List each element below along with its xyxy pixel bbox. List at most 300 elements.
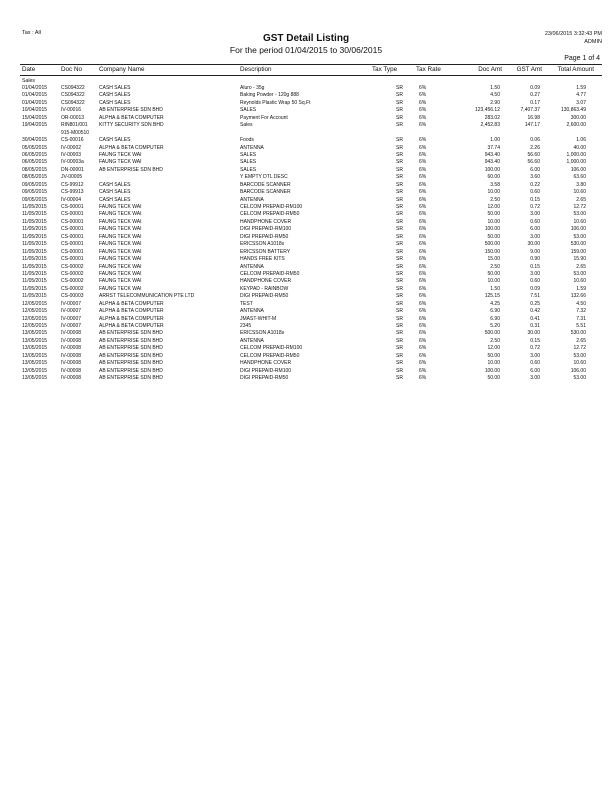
table-row [0,219,612,226]
cell-description: Foods [240,137,254,144]
cell-doc-no: CS094322 [61,92,85,99]
cell-company: FAUNG TECK WAI [99,263,142,270]
cell-tax-type: SR [396,293,403,300]
cell-date: 12/05/2015 [22,300,48,307]
cell-gst-amt: 0.25 [530,300,540,307]
cell-tax-rate: 6% [419,248,427,255]
col-header-tax-rate: Tax Rate [416,66,441,73]
table-row [0,174,612,181]
cell-doc-amt: 10.00 [487,278,500,285]
cell-company: FAUNG TECK WAI [99,256,142,263]
cell-doc-no: CS-00001 [61,256,84,263]
cell-company: AB ENTERPRISE SDN BHD [99,367,163,374]
cell-total-amount: 12.72 [573,204,586,210]
cell-tax-rate: 6% [419,122,427,129]
cell-gst-amt: 0.06 [530,137,540,144]
cell-doc-amt: 2.50 [490,196,500,203]
listing-table [0,85,612,383]
cell-description: DIGI PREPAID-RM100 [240,367,292,374]
cell-description: Baking Powder - 120g 888 [240,92,299,99]
cell-doc-amt: 37.74 [487,144,500,151]
cell-date: 01/04/2015 [22,99,48,106]
cell-company: CASH SALES [99,92,131,99]
cell-gst-amt: 0.15 [530,337,540,344]
cell-date: 13/05/2015 [22,360,48,367]
cell-tax-rate: 6% [419,241,427,248]
cell-tax-rate: 6% [419,293,427,300]
col-header-gst-amt: GST Amt [516,66,542,73]
cell-total-amount: 10.60 [573,360,586,367]
cell-tax-type: SR [396,285,403,292]
cell-doc-no: 915-M00510 [61,129,90,136]
cell-company: AB ENTERPRISE SDN BHD [99,337,163,344]
cell-company: CASH SALES [99,181,131,188]
cell-total-amount: 10.60 [573,189,586,196]
cell-doc-no: CS-00001 [61,204,84,210]
cell-gst-amt: 56.60 [527,151,540,158]
cell-description: HANDPHONE COVER [240,360,292,367]
cell-gst-amt: 0.22 [530,181,540,188]
cell-company: CASH SALES [99,189,131,196]
cell-doc-amt: 2.50 [490,337,500,344]
cell-doc-no: IV-00007 [61,315,82,322]
cell-total-amount: 300.00 [570,114,586,121]
cell-description: SALES [240,159,257,166]
cell-tax-rate: 6% [419,352,427,359]
cell-total-amount: 2.65 [576,196,586,203]
cell-total-amount: 106.00 [570,367,586,374]
table-row [0,375,612,382]
cell-date: 11/05/2015 [22,248,47,255]
cell-gst-amt: 0.09 [530,285,540,292]
cell-total-amount: 63.60 [573,174,586,181]
cell-total-amount: 1.06 [576,137,586,144]
cell-date: 15/04/2015 [22,114,48,121]
cell-description: ANTENNA [240,263,264,270]
cell-company: FAUNG TECK WAI [99,151,142,158]
cell-doc-amt: 50.00 [487,211,500,218]
cell-doc-amt: 6.90 [490,308,500,315]
table-row [0,182,612,189]
table-row [0,85,612,92]
cell-tax-rate: 6% [419,300,427,307]
cell-doc-amt: 2.50 [490,263,500,270]
cell-date: 13/05/2015 [22,375,48,382]
cell-tax-rate: 6% [419,330,427,337]
cell-tax-type: SR [396,174,403,181]
cell-gst-amt: 3.00 [530,352,540,359]
cell-description: HANDPHONE COVER [240,218,292,225]
cell-date: 13/05/2015 [22,330,48,337]
cell-description: SALES [240,107,257,114]
table-row [0,189,612,196]
cell-doc-amt: 125.15 [484,293,500,300]
cell-doc-no: IV-00008 [61,337,82,344]
cell-doc-no: IV-00003 [61,151,82,158]
table-row [0,330,612,337]
col-header-company: Company Name [99,66,145,73]
cell-date: 06/05/2015 [22,159,48,166]
cell-tax-type: SR [396,166,403,173]
cell-gst-amt: 147.17 [524,122,540,129]
cell-tax-rate: 6% [419,196,427,203]
cell-tax-rate: 6% [419,189,427,196]
cell-tax-rate: 6% [419,85,427,91]
cell-tax-type: SR [396,181,403,188]
cell-date: 11/05/2015 [22,204,47,210]
cell-description: DIGI PREPAID-RM50 [240,293,289,300]
table-row [0,241,612,248]
cell-company: FAUNG TECK WAI [99,248,142,255]
cell-tax-rate: 6% [419,323,427,329]
cell-description: CELCOM PREPAID-RM100 [240,204,303,210]
cell-tax-rate: 6% [419,114,427,121]
cell-doc-amt: 50.00 [487,270,500,277]
cell-doc-amt: 3.58 [490,181,500,188]
cell-gst-amt: 0.72 [530,345,540,352]
cell-date: 11/05/2015 [22,293,47,300]
table-row [0,316,612,323]
cell-date: 13/05/2015 [22,352,48,359]
cell-total-amount: 53.00 [573,352,586,359]
cell-company: CASH SALES [99,99,131,106]
cell-doc-amt: 50.00 [487,352,500,359]
cell-doc-no: IV-00002 [61,144,82,151]
cell-date: 13/05/2015 [22,337,48,344]
cell-gst-amt: 0.17 [530,99,540,106]
cell-doc-no: IV-00008 [61,375,82,382]
cell-total-amount: 3.80 [576,181,586,188]
cell-tax-type: SR [396,196,403,203]
cell-tax-type: SR [396,330,403,337]
cell-doc-amt: 50.00 [487,233,500,240]
cell-doc-amt: 4.25 [490,300,500,307]
cell-tax-type: SR [396,107,403,114]
cell-date: 12/05/2015 [22,308,48,315]
cell-tax-rate: 6% [419,315,427,322]
cell-doc-no: IV-00007 [61,308,82,315]
cell-doc-no: DN-00001 [61,166,84,173]
cell-tax-type: SR [396,85,403,91]
tax-filter: Tax : All [22,30,41,36]
cell-total-amount: 1,000.00 [566,159,586,166]
cell-doc-no: RIN801/001 [61,122,88,129]
cell-tax-rate: 6% [419,367,427,374]
table-row [0,234,612,241]
cell-tax-rate: 6% [419,360,427,367]
cell-doc-amt: 60.00 [487,174,500,181]
cell-company: ALPHA & BETA COMPUTER [99,114,164,121]
cell-date: 12/05/2015 [22,315,48,322]
cell-company: KITTY SECURITY SDN BHD [99,122,164,129]
cell-tax-rate: 6% [419,375,427,382]
cell-tax-type: SR [396,159,403,166]
cell-doc-amt: 283.02 [484,114,500,121]
cell-tax-rate: 6% [419,233,427,240]
cell-gst-amt: 0.27 [530,92,540,99]
cell-doc-no: CS-00001 [61,248,84,255]
cell-tax-type: SR [396,122,403,129]
cell-gst-amt: 56.60 [527,159,540,166]
cell-description: HANDS FREE KITS [240,256,285,263]
cell-tax-rate: 6% [419,144,427,151]
cell-total-amount: 530.00 [570,241,586,248]
cell-gst-amt: 3.60 [530,174,540,181]
cell-total-amount: 4.50 [576,300,586,307]
report-timestamp: 23/06/2015 3:32:43 PM [544,31,602,37]
cell-total-amount: 1.59 [576,285,586,292]
cell-doc-amt: 150.00 [484,248,500,255]
cell-description: ANTENNA [240,196,264,203]
cell-description: Aluro - 35g [240,85,265,91]
cell-gst-amt: 3.00 [530,270,540,277]
header-top-rule [20,64,602,65]
cell-date: 09/05/2015 [22,196,48,203]
table-row [0,159,612,166]
cell-date: 09/05/2015 [22,181,48,188]
cell-description: SALES [240,151,257,158]
cell-gst-amt: 3.00 [530,211,540,218]
cell-tax-rate: 6% [419,211,427,218]
cell-description: Reynolds Plastic Wrap 50 Sq.Ft [240,99,311,106]
cell-gst-amt: 0.60 [530,278,540,285]
cell-tax-type: SR [396,211,403,218]
cell-company: ARRST TELECOMMUNICATION PTE LTD [99,293,195,300]
column-header-row [0,66,612,75]
cell-date: 11/05/2015 [22,270,47,277]
header-bottom-rule [20,75,602,76]
table-row [0,226,612,233]
cell-total-amount: 7.32 [576,308,586,315]
cell-company: FAUNG TECK WAI [99,159,142,166]
cell-doc-amt: 1.50 [490,85,500,91]
cell-description: CELCOM PREPAID-RM50 [240,270,300,277]
cell-doc-no: IV-00008 [61,367,82,374]
cell-company: ALPHA & BETA COMPUTER [99,308,164,315]
cell-doc-no: IV-00007 [61,300,82,307]
cell-gst-amt: 6.00 [530,367,540,374]
cell-doc-no: CS094322 [61,99,85,106]
cell-doc-amt: 50.00 [487,375,500,382]
cell-doc-no: CS094322 [61,85,85,91]
cell-doc-amt: 943.40 [484,159,500,166]
cell-total-amount: 132.66 [570,293,586,300]
cell-doc-no: IV-00016 [61,107,82,114]
cell-tax-rate: 6% [419,181,427,188]
cell-company: CASH SALES [99,196,131,203]
cell-tax-type: SR [396,308,403,315]
cell-tax-rate: 6% [419,151,427,158]
cell-company: FAUNG TECK WAI [99,218,142,225]
cell-doc-amt: 1.50 [490,285,500,292]
cell-company: FAUNG TECK WAI [99,285,142,292]
cell-tax-type: SR [396,315,403,322]
cell-gst-amt: 0.31 [530,323,540,329]
cell-description: ERICSSON A1018s [240,241,285,248]
cell-tax-type: SR [396,151,403,158]
cell-date: 06/05/2015 [22,151,48,158]
cell-doc-no: CS-99912 [61,181,84,188]
cell-total-amount: 2.65 [576,337,586,344]
cell-tax-type: SR [396,248,403,255]
table-row [0,301,612,308]
cell-total-amount: 53.00 [573,270,586,277]
cell-date: 11/05/2015 [22,233,47,240]
table-row [0,264,612,271]
cell-total-amount: 4.77 [576,92,586,99]
cell-doc-no: OR-00013 [61,114,85,121]
cell-company: ALPHA & BETA COMPUTER [99,315,164,322]
cell-gst-amt: 0.60 [530,189,540,196]
cell-doc-no: CS-00003 [61,293,84,300]
cell-total-amount: 530.00 [570,330,586,337]
cell-doc-amt: 100.00 [484,367,500,374]
cell-tax-rate: 6% [419,263,427,270]
cell-gst-amt: 0.15 [530,263,540,270]
cell-gst-amt: 3.00 [530,375,540,382]
cell-tax-type: SR [396,360,403,367]
cell-tax-rate: 6% [419,218,427,225]
cell-total-amount: 53.00 [573,211,586,218]
cell-total-amount: 5.51 [576,323,586,329]
cell-tax-rate: 6% [419,92,427,99]
cell-company: FAUNG TECK WAI [99,233,142,240]
cell-tax-type: SR [396,144,403,151]
cell-doc-no: JV-00005 [61,174,83,181]
cell-description: ERICSSON BATTERY [240,248,291,255]
cell-description: BARCODE SCANNER [240,189,291,196]
cell-tax-type: SR [396,92,403,99]
table-row [0,145,612,152]
cell-tax-rate: 6% [419,226,427,233]
cell-description: SALES [240,166,257,173]
cell-description: ERICSSON A1018s [240,330,285,337]
cell-doc-amt: 1.00 [490,137,500,144]
table-row [0,100,612,107]
cell-company: FAUNG TECK WAI [99,270,142,277]
cell-doc-amt: 500.00 [484,330,500,337]
cell-gst-amt: 16.98 [527,114,540,121]
table-row [0,130,612,137]
cell-doc-no: CS-00001 [61,211,84,218]
cell-company: AB ENTERPRISE SDN BHD [99,375,163,382]
cell-description: 2345 [240,323,252,329]
cell-tax-rate: 6% [419,285,427,292]
cell-total-amount: 2,600.00 [566,122,586,129]
table-row [0,211,612,218]
cell-gst-amt: 9.00 [530,248,540,255]
cell-tax-rate: 6% [419,270,427,277]
col-header-date: Date [22,66,36,73]
cell-doc-amt: 100.00 [484,226,500,233]
cell-doc-amt: 500.00 [484,241,500,248]
cell-description: ANTENNA [240,144,264,151]
cell-date: 09/05/2015 [22,189,48,196]
cell-doc-amt: 10.00 [487,189,500,196]
cell-company: AB ENTERPRISE SDN BHD [99,360,163,367]
cell-gst-amt: 6.00 [530,166,540,173]
cell-doc-no: IV-00008 [61,352,82,359]
cell-doc-no: CS-00002 [61,278,84,285]
cell-doc-amt: 10.00 [487,218,500,225]
cell-tax-type: SR [396,367,403,374]
cell-total-amount: 40.00 [573,144,586,151]
col-header-total-amount: Total Amount [557,66,594,73]
cell-doc-amt: 123,456.12 [474,107,500,114]
cell-tax-rate: 6% [419,345,427,352]
cell-gst-amt: 6.00 [530,226,540,233]
cell-company: CASH SALES [99,137,131,144]
cell-total-amount: 10.60 [573,218,586,225]
cell-date: 11/05/2015 [22,263,47,270]
cell-total-amount: 10.60 [573,278,586,285]
cell-doc-amt: 12.00 [487,204,500,210]
table-row [0,137,612,144]
cell-date: 08/05/2015 [22,174,48,181]
cell-tax-type: SR [396,375,403,382]
cell-description: DIGI PREPAID-RM50 [240,375,289,382]
cell-company: FAUNG TECK WAI [99,211,142,218]
cell-company: AB ENTERPRISE SDN BHD [99,352,163,359]
table-row [0,122,612,129]
cell-description: JMAST-WHIT-M [240,315,277,322]
cell-date: 08/05/2015 [22,166,48,173]
cell-description: ANTENNA [240,308,264,315]
report-user: ADMIN [584,39,602,45]
cell-tax-rate: 6% [419,174,427,181]
cell-description: Sales [240,122,253,129]
cell-company: AB ENTERPRISE SDN BHD [99,330,163,337]
cell-total-amount: 53.00 [573,375,586,382]
cell-date: 19/04/2015 [22,122,48,129]
cell-doc-no: CS-00002 [61,285,84,292]
cell-doc-no: CS-00001 [61,241,84,248]
cell-total-amount: 159.00 [570,248,586,255]
cell-total-amount: 7.31 [576,315,586,322]
cell-date: 11/05/2015 [22,285,47,292]
cell-date: 01/04/2015 [22,92,48,99]
cell-company: CASH SALES [99,85,131,91]
cell-gst-amt: 0.15 [530,196,540,203]
col-header-description: Description [240,66,272,73]
cell-tax-type: SR [396,137,403,144]
cell-tax-rate: 6% [419,278,427,285]
cell-gst-amt: 0.09 [530,85,540,91]
cell-description: DIGI PREPAID-RM50 [240,233,289,240]
table-row [0,323,612,330]
cell-tax-rate: 6% [419,337,427,344]
section-label: Sales [22,78,35,84]
cell-company: ALPHA & BETA COMPUTER [99,144,164,151]
cell-tax-type: SR [396,99,403,106]
cell-total-amount: 15.90 [573,256,586,263]
cell-date: 11/05/2015 [22,226,47,233]
cell-tax-rate: 6% [419,308,427,315]
cell-description: BARCODE SCANNER [240,181,291,188]
cell-tax-type: SR [396,114,403,121]
table-row [0,271,612,278]
cell-gst-amt: 2.26 [530,144,540,151]
cell-total-amount: 3.07 [576,99,586,106]
cell-doc-amt: 15.00 [487,256,500,263]
cell-tax-rate: 6% [419,137,427,144]
cell-total-amount: 1,000.00 [566,151,586,158]
cell-doc-amt: 943.40 [484,151,500,158]
report-period: For the period 01/04/2015 to 30/06/2015 [229,45,383,55]
cell-company: ALPHA & BETA COMPUTER [99,300,164,307]
cell-gst-amt: 0.90 [530,256,540,263]
cell-gst-amt: 0.42 [530,308,540,315]
